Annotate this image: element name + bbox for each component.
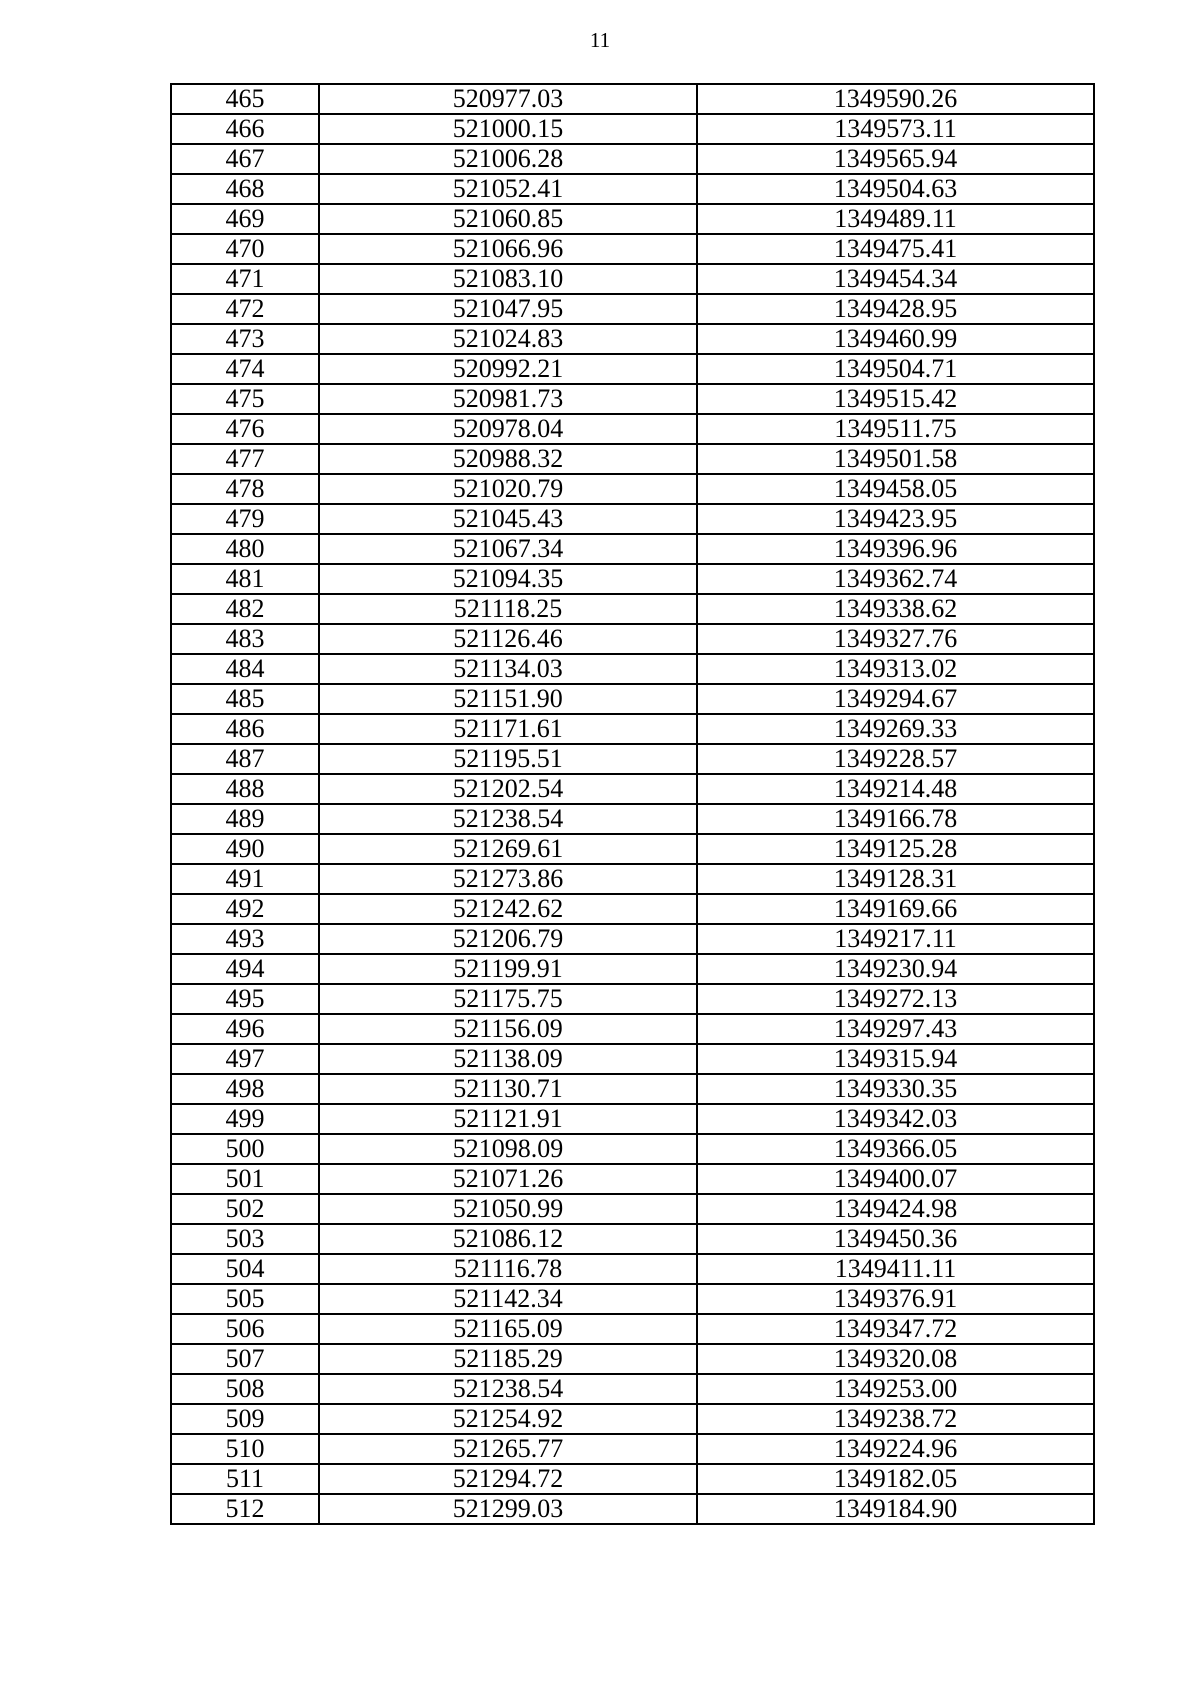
table-row	[171, 804, 1094, 834]
table-row	[171, 1314, 1094, 1344]
table-row	[171, 534, 1094, 564]
point-number-cell: 475	[171, 384, 319, 414]
y-coordinate-cell: 1349315.94	[697, 1044, 1094, 1074]
y-coordinate-cell: 1349460.99	[697, 324, 1094, 354]
point-number-cell: 489	[171, 804, 319, 834]
table-row	[171, 1134, 1094, 1164]
page-number: 11	[589, 28, 611, 52]
x-coordinate-cell: 521254.92	[319, 1404, 697, 1434]
table-row	[171, 624, 1094, 654]
x-coordinate-cell: 521195.51	[319, 744, 697, 774]
x-coordinate-cell: 521299.03	[319, 1494, 697, 1524]
table-row	[171, 894, 1094, 924]
x-coordinate-cell: 521202.54	[319, 774, 697, 804]
table-row	[171, 1224, 1094, 1254]
table-row	[171, 414, 1094, 444]
y-coordinate-cell: 1349125.28	[697, 834, 1094, 864]
y-coordinate-cell: 1349269.33	[697, 714, 1094, 744]
point-number-cell: 470	[171, 234, 319, 264]
x-coordinate-cell: 521000.15	[319, 114, 697, 144]
y-coordinate-cell: 1349347.72	[697, 1314, 1094, 1344]
table-row	[171, 864, 1094, 894]
point-number-cell: 495	[171, 984, 319, 1014]
point-number-cell: 490	[171, 834, 319, 864]
y-coordinate-cell: 1349217.11	[697, 924, 1094, 954]
x-coordinate-cell: 521024.83	[319, 324, 697, 354]
table-row	[171, 1044, 1094, 1074]
table-row	[171, 1194, 1094, 1224]
table-row	[171, 1464, 1094, 1494]
point-number-cell: 477	[171, 444, 319, 474]
x-coordinate-cell: 521142.34	[319, 1284, 697, 1314]
point-number-cell: 498	[171, 1074, 319, 1104]
point-number-cell: 509	[171, 1404, 319, 1434]
table-row	[171, 984, 1094, 1014]
point-number-cell: 491	[171, 864, 319, 894]
x-coordinate-cell: 521265.77	[319, 1434, 697, 1464]
y-coordinate-cell: 1349272.13	[697, 984, 1094, 1014]
table-row	[171, 1284, 1094, 1314]
y-coordinate-cell: 1349238.72	[697, 1404, 1094, 1434]
table-row	[171, 1374, 1094, 1404]
point-number-cell: 473	[171, 324, 319, 354]
x-coordinate-cell: 521118.25	[319, 594, 697, 624]
table-row	[171, 714, 1094, 744]
y-coordinate-cell: 1349501.58	[697, 444, 1094, 474]
x-coordinate-cell: 521130.71	[319, 1074, 697, 1104]
x-coordinate-cell: 520988.32	[319, 444, 697, 474]
y-coordinate-cell: 1349253.00	[697, 1374, 1094, 1404]
table-row	[171, 474, 1094, 504]
y-coordinate-cell: 1349504.63	[697, 174, 1094, 204]
point-number-cell: 511	[171, 1464, 319, 1494]
y-coordinate-cell: 1349511.75	[697, 414, 1094, 444]
x-coordinate-cell: 521050.99	[319, 1194, 697, 1224]
table-row	[171, 1074, 1094, 1104]
point-number-cell: 497	[171, 1044, 319, 1074]
point-number-cell: 486	[171, 714, 319, 744]
x-coordinate-cell: 521094.35	[319, 564, 697, 594]
table-row	[171, 294, 1094, 324]
point-number-cell: 492	[171, 894, 319, 924]
point-number-cell: 478	[171, 474, 319, 504]
table-row	[171, 774, 1094, 804]
y-coordinate-cell: 1349489.11	[697, 204, 1094, 234]
y-coordinate-cell: 1349330.35	[697, 1074, 1094, 1104]
x-coordinate-cell: 521156.09	[319, 1014, 697, 1044]
x-coordinate-cell: 521126.46	[319, 624, 697, 654]
x-coordinate-cell: 520981.73	[319, 384, 697, 414]
point-number-cell: 488	[171, 774, 319, 804]
y-coordinate-cell: 1349573.11	[697, 114, 1094, 144]
point-number-cell: 479	[171, 504, 319, 534]
x-coordinate-cell: 521066.96	[319, 234, 697, 264]
point-number-cell: 502	[171, 1194, 319, 1224]
x-coordinate-cell: 520992.21	[319, 354, 697, 384]
x-coordinate-cell: 521199.91	[319, 954, 697, 984]
y-coordinate-cell: 1349228.57	[697, 744, 1094, 774]
y-coordinate-cell: 1349565.94	[697, 144, 1094, 174]
point-number-cell: 476	[171, 414, 319, 444]
x-coordinate-cell: 521067.34	[319, 534, 697, 564]
y-coordinate-cell: 1349182.05	[697, 1464, 1094, 1494]
point-number-cell: 507	[171, 1344, 319, 1374]
point-number-cell: 469	[171, 204, 319, 234]
x-coordinate-cell: 521083.10	[319, 264, 697, 294]
y-coordinate-cell: 1349224.96	[697, 1434, 1094, 1464]
y-coordinate-cell: 1349450.36	[697, 1224, 1094, 1254]
point-number-cell: 480	[171, 534, 319, 564]
table-row	[171, 834, 1094, 864]
table-row	[171, 264, 1094, 294]
y-coordinate-cell: 1349327.76	[697, 624, 1094, 654]
y-coordinate-cell: 1349297.43	[697, 1014, 1094, 1044]
point-number-cell: 465	[171, 84, 319, 114]
x-coordinate-cell: 521171.61	[319, 714, 697, 744]
x-coordinate-cell: 521165.09	[319, 1314, 697, 1344]
point-number-cell: 506	[171, 1314, 319, 1344]
x-coordinate-cell: 521175.75	[319, 984, 697, 1014]
table-row	[171, 1404, 1094, 1434]
y-coordinate-cell: 1349396.96	[697, 534, 1094, 564]
x-coordinate-cell: 520977.03	[319, 84, 697, 114]
y-coordinate-cell: 1349128.31	[697, 864, 1094, 894]
table-row	[171, 654, 1094, 684]
point-number-cell: 496	[171, 1014, 319, 1044]
point-number-cell: 487	[171, 744, 319, 774]
point-number-cell: 499	[171, 1104, 319, 1134]
x-coordinate-cell: 521047.95	[319, 294, 697, 324]
x-coordinate-cell: 521206.79	[319, 924, 697, 954]
x-coordinate-cell: 521020.79	[319, 474, 697, 504]
point-number-cell: 512	[171, 1494, 319, 1524]
y-coordinate-cell: 1349313.02	[697, 654, 1094, 684]
x-coordinate-cell: 521121.91	[319, 1104, 697, 1134]
y-coordinate-cell: 1349184.90	[697, 1494, 1094, 1524]
table-row	[171, 1434, 1094, 1464]
x-coordinate-cell: 521060.85	[319, 204, 697, 234]
y-coordinate-cell: 1349338.62	[697, 594, 1094, 624]
y-coordinate-cell: 1349376.91	[697, 1284, 1094, 1314]
x-coordinate-cell: 521098.09	[319, 1134, 697, 1164]
table-row	[171, 144, 1094, 174]
y-coordinate-cell: 1349366.05	[697, 1134, 1094, 1164]
point-number-cell: 485	[171, 684, 319, 714]
x-coordinate-cell: 521294.72	[319, 1464, 697, 1494]
point-number-cell: 471	[171, 264, 319, 294]
y-coordinate-cell: 1349294.67	[697, 684, 1094, 714]
table-row	[171, 444, 1094, 474]
x-coordinate-cell: 521045.43	[319, 504, 697, 534]
x-coordinate-cell: 521134.03	[319, 654, 697, 684]
point-number-cell: 466	[171, 114, 319, 144]
y-coordinate-cell: 1349166.78	[697, 804, 1094, 834]
table-row	[171, 1254, 1094, 1284]
point-number-cell: 482	[171, 594, 319, 624]
x-coordinate-cell: 521006.28	[319, 144, 697, 174]
x-coordinate-cell: 521138.09	[319, 1044, 697, 1074]
point-number-cell: 504	[171, 1254, 319, 1284]
table-row	[171, 114, 1094, 144]
point-number-cell: 500	[171, 1134, 319, 1164]
point-number-cell: 510	[171, 1434, 319, 1464]
table-row	[171, 744, 1094, 774]
table-row	[171, 1014, 1094, 1044]
y-coordinate-cell: 1349423.95	[697, 504, 1094, 534]
x-coordinate-cell: 521273.86	[319, 864, 697, 894]
y-coordinate-cell: 1349230.94	[697, 954, 1094, 984]
point-number-cell: 481	[171, 564, 319, 594]
table-row	[171, 924, 1094, 954]
y-coordinate-cell: 1349169.66	[697, 894, 1094, 924]
y-coordinate-cell: 1349590.26	[697, 84, 1094, 114]
x-coordinate-cell: 521071.26	[319, 1164, 697, 1194]
table-row	[171, 174, 1094, 204]
table-row	[171, 1344, 1094, 1374]
y-coordinate-cell: 1349342.03	[697, 1104, 1094, 1134]
x-coordinate-cell: 521269.61	[319, 834, 697, 864]
table-row	[171, 594, 1094, 624]
x-coordinate-cell: 521086.12	[319, 1224, 697, 1254]
table-row	[171, 354, 1094, 384]
x-coordinate-cell: 521238.54	[319, 1374, 697, 1404]
x-coordinate-cell: 520978.04	[319, 414, 697, 444]
point-number-cell: 503	[171, 1224, 319, 1254]
point-number-cell: 467	[171, 144, 319, 174]
y-coordinate-cell: 1349504.71	[697, 354, 1094, 384]
y-coordinate-cell: 1349320.08	[697, 1344, 1094, 1374]
point-number-cell: 508	[171, 1374, 319, 1404]
y-coordinate-cell: 1349214.48	[697, 774, 1094, 804]
coordinates-table	[170, 83, 1095, 1525]
point-number-cell: 474	[171, 354, 319, 384]
table-row	[171, 234, 1094, 264]
table-row	[171, 384, 1094, 414]
x-coordinate-cell: 521052.41	[319, 174, 697, 204]
table-row	[171, 684, 1094, 714]
coordinates-table-body	[171, 84, 1094, 1524]
x-coordinate-cell: 521185.29	[319, 1344, 697, 1374]
point-number-cell: 494	[171, 954, 319, 984]
y-coordinate-cell: 1349400.07	[697, 1164, 1094, 1194]
table-row	[171, 1104, 1094, 1134]
x-coordinate-cell: 521238.54	[319, 804, 697, 834]
point-number-cell: 468	[171, 174, 319, 204]
point-number-cell: 493	[171, 924, 319, 954]
x-coordinate-cell: 521151.90	[319, 684, 697, 714]
y-coordinate-cell: 1349428.95	[697, 294, 1094, 324]
y-coordinate-cell: 1349362.74	[697, 564, 1094, 594]
table-row	[171, 324, 1094, 354]
point-number-cell: 484	[171, 654, 319, 684]
point-number-cell: 501	[171, 1164, 319, 1194]
table-row	[171, 564, 1094, 594]
y-coordinate-cell: 1349454.34	[697, 264, 1094, 294]
table-row	[171, 84, 1094, 114]
table-row	[171, 954, 1094, 984]
y-coordinate-cell: 1349475.41	[697, 234, 1094, 264]
y-coordinate-cell: 1349411.11	[697, 1254, 1094, 1284]
table-row	[171, 1164, 1094, 1194]
x-coordinate-cell: 521242.62	[319, 894, 697, 924]
point-number-cell: 472	[171, 294, 319, 324]
point-number-cell: 483	[171, 624, 319, 654]
x-coordinate-cell: 521116.78	[319, 1254, 697, 1284]
y-coordinate-cell: 1349515.42	[697, 384, 1094, 414]
table-row	[171, 504, 1094, 534]
y-coordinate-cell: 1349424.98	[697, 1194, 1094, 1224]
table-row	[171, 1494, 1094, 1524]
table-row	[171, 204, 1094, 234]
y-coordinate-cell: 1349458.05	[697, 474, 1094, 504]
point-number-cell: 505	[171, 1284, 319, 1314]
